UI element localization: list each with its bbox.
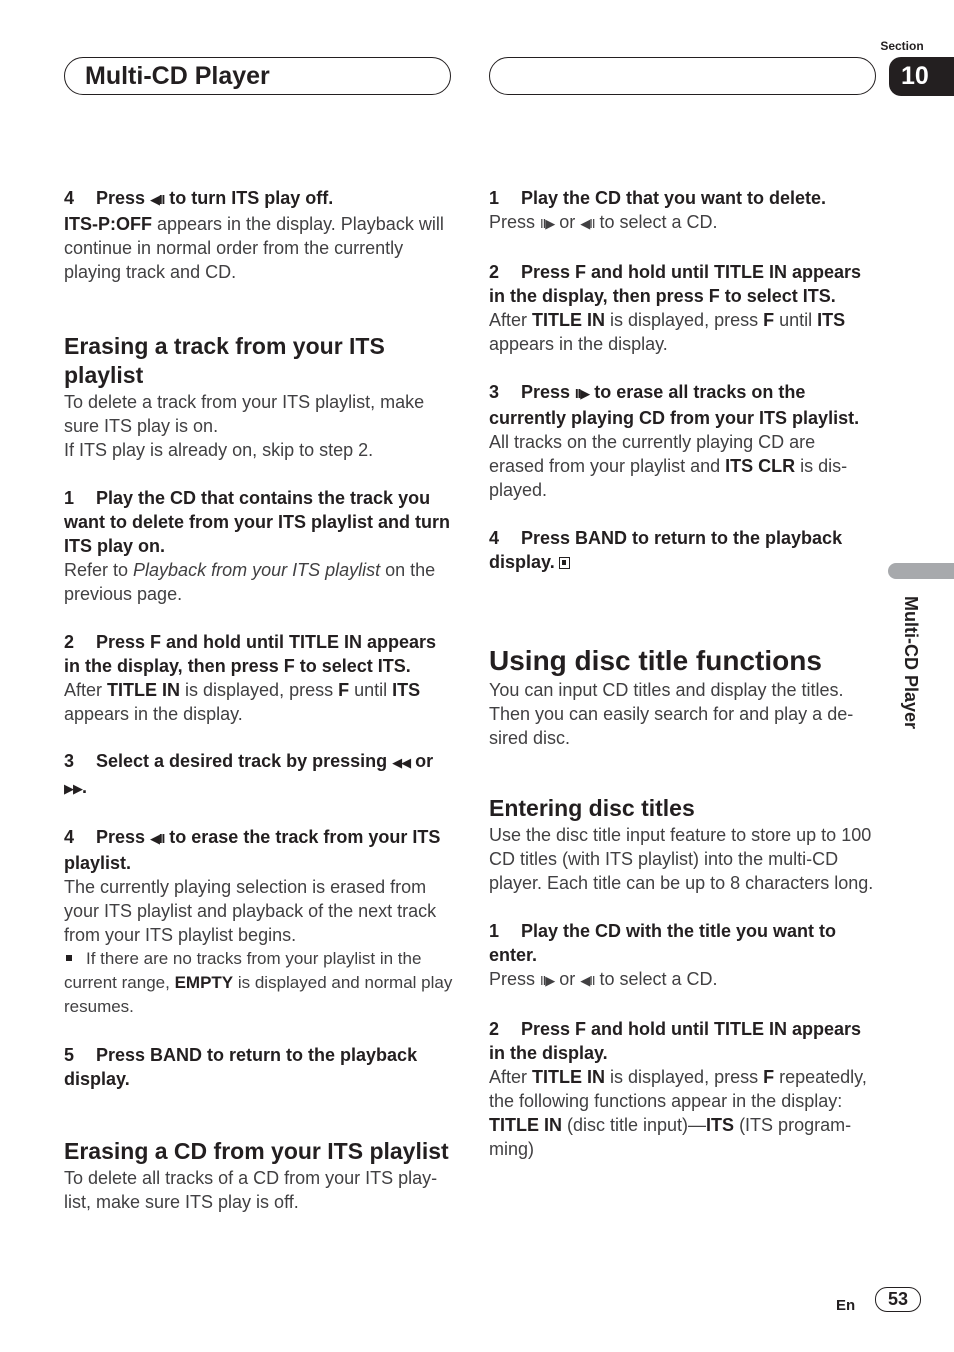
step-heading: 4 Press BAND to return to the playback display. (489, 528, 843, 572)
step-heading: 2 Press F and hold until TITLE IN appears in the display, then press F to select ITS. (64, 632, 437, 676)
note-bullet-icon (66, 955, 72, 961)
section-intro: Use the disc title input feature to store up to 100 CD titles (with ITS playlist) into the multi-CD player. Each title can be up to 8 characters long. (489, 825, 874, 893)
step-heading: 2 Press F and hold until TITLE IN appears in the display. (489, 1019, 862, 1063)
step-heading: 3 Select a desired track by pressing ◀◀ or ▶▶. (64, 751, 434, 797)
next-track-icon: II▶ (540, 216, 555, 231)
step-heading: 4 Press ◀II to turn ITS play off. (64, 188, 334, 208)
step-heading: 5 Press BAND to return to the playback display. (64, 1045, 418, 1089)
step-body: After TITLE IN is displayed, press F repeatedly, the following functions appear in the display: TITLE IN (disc title input)—ITS (ITS program-ming) (489, 1067, 867, 1159)
rewind-icon: ◀◀ (392, 755, 411, 770)
header-empty-pill (489, 57, 876, 95)
step-body: After TITLE IN is displayed, press F until ITS appears in the display. (489, 310, 846, 354)
prev-track-icon: ◀II (150, 192, 165, 207)
prev-track-icon: ◀II (150, 831, 165, 846)
next-track-icon: II▶ (540, 973, 555, 988)
section-intro: To delete a track from your ITS playlist, make sure ITS play is on. (64, 392, 425, 436)
section-number-badge (889, 57, 954, 96)
step-body: Press II▶ or ◀II to select a CD. (489, 212, 718, 232)
header-title-pill (64, 57, 451, 95)
side-tab-marker (888, 563, 954, 579)
section-intro: If ITS play is already on, skip to step 2. (64, 440, 374, 460)
step-body: After TITLE IN is displayed, press F until ITS appears in the display. (64, 680, 421, 724)
step-body: The currently playing selection is erased from your ITS playlist and playback of the next track from your ITS playlist begins. (64, 877, 437, 945)
next-track-icon: II▶ (575, 386, 590, 401)
section-heading: Erasing a track from your ITS playlist (64, 333, 385, 388)
step-body: Refer to Playback from your ITS playlist on the previous page. (64, 560, 436, 604)
section-heading: Entering disc titles (489, 795, 695, 821)
step-heading: 1 Play the CD with the title you want to enter. (489, 921, 837, 965)
step-body: All tracks on the currently playing CD are erased from your playlist and ITS CLR is dis-played. (489, 432, 848, 500)
step-body: Press II▶ or ◀II to select a CD. (489, 969, 718, 989)
side-tab-label: Multi-CD Player (901, 596, 921, 730)
end-mark-icon (559, 557, 570, 569)
step-body: ITS-P:OFF appears in the display. Playback will continue in normal order from the currently playing track and CD. (64, 214, 444, 282)
section-intro: You can input CD titles and display the titles. Then you can easily search for and play a de-sired disc. (489, 680, 854, 748)
prev-track-icon: ◀II (580, 973, 595, 988)
step-heading: 1 Play the CD that contains the track you want to delete from your ITS playlist and turn ITS play on. (64, 488, 451, 556)
fast-forward-icon: ▶▶ (64, 781, 82, 796)
section-label: Section (880, 39, 924, 53)
page-title: Multi-CD Player (85, 62, 270, 90)
step-heading: 1 Play the CD that you want to delete. (489, 188, 827, 208)
right-column (489, 186, 875, 1161)
left-column (64, 186, 454, 1214)
section-intro: To delete all tracks of a CD from your ITS play-list, make sure ITS play is off. (64, 1168, 438, 1212)
language-label: En (836, 1297, 856, 1314)
prev-track-icon: ◀II (580, 216, 595, 231)
step-heading: 3 Press II▶ to erase all tracks on the currently playing CD from your ITS playlist. (489, 382, 860, 428)
section-heading: Erasing a CD from your ITS playlist (64, 1138, 449, 1164)
page-number: 53 (875, 1287, 921, 1312)
note: If there are no tracks from your playlist in the current range, EMPTY is displayed and normal play resumes. (64, 949, 453, 1016)
section-heading: Using disc title functions (489, 645, 822, 676)
step-heading: 2 Press F and hold until TITLE IN appears in the display, then press F to select ITS. (489, 262, 862, 306)
step-heading: 4 Press ◀II to erase the track from your ITS playlist. (64, 827, 441, 873)
section-number: 10 (901, 62, 929, 90)
